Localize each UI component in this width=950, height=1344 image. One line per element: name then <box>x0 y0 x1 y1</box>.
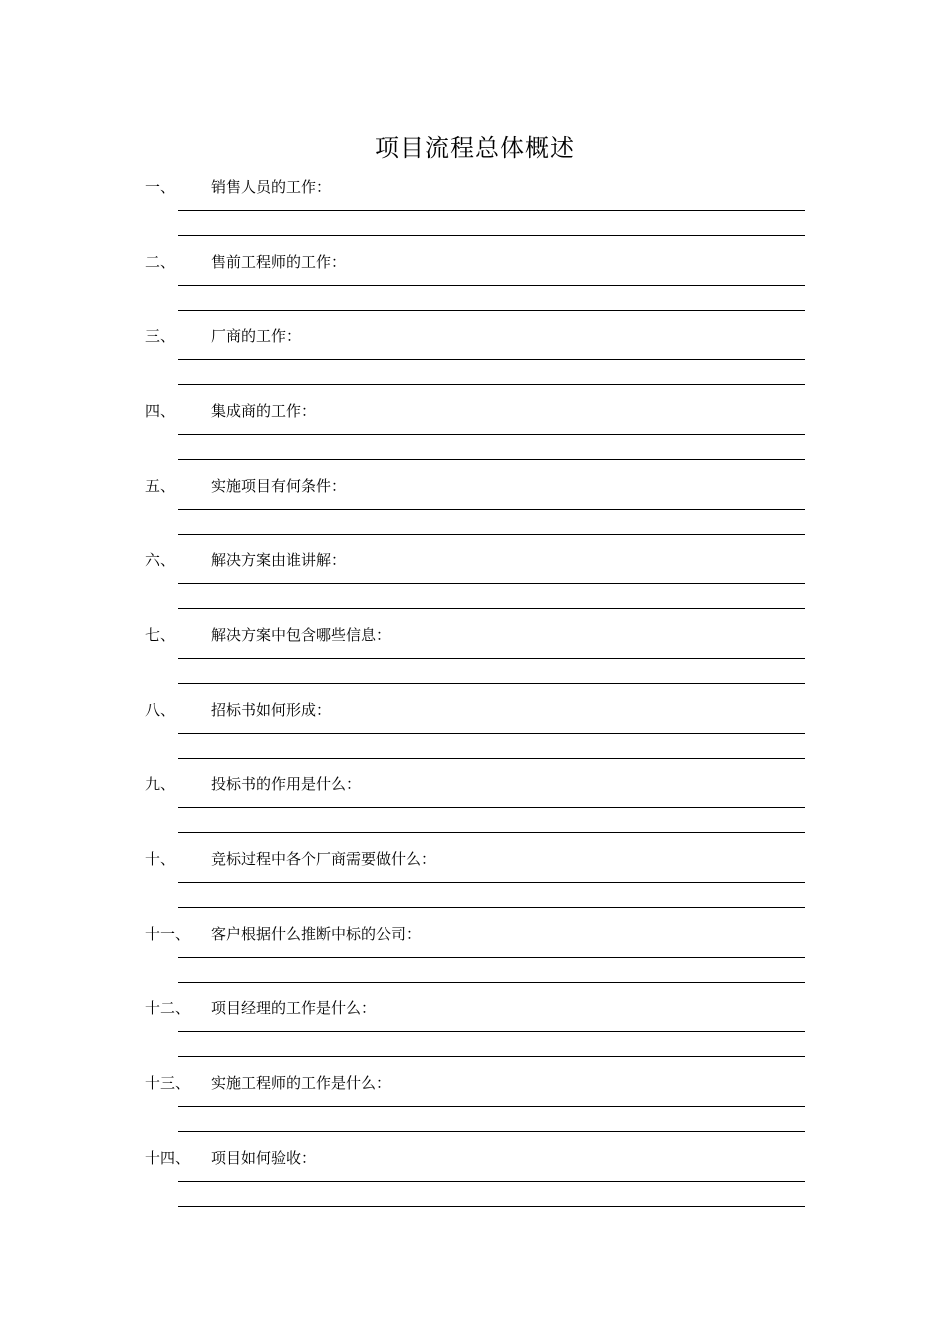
answer-line <box>178 733 805 734</box>
question-text: 厂商的工作： <box>211 327 302 345</box>
answer-line <box>178 982 805 983</box>
answer-line <box>178 758 805 759</box>
question-number: 四、 <box>145 402 176 420</box>
answer-line <box>178 1206 805 1207</box>
question-item <box>0 774 950 849</box>
question-number: 十三、 <box>145 1074 191 1092</box>
question-number: 十四、 <box>145 1149 191 1167</box>
answer-line <box>178 509 805 510</box>
answer-line <box>178 310 805 311</box>
answer-line <box>178 359 805 360</box>
question-item <box>0 550 950 625</box>
answer-line <box>178 1181 805 1182</box>
document-title: 项目流程总体概述 <box>375 134 575 162</box>
answer-line <box>178 683 805 684</box>
question-number: 二、 <box>145 253 176 271</box>
question-text: 项目如何验收： <box>211 1149 317 1167</box>
answer-line <box>178 907 805 908</box>
question-text: 投标书的作用是什么： <box>211 775 362 793</box>
question-text: 解决方案中包含哪些信息： <box>211 626 392 644</box>
question-number: 十、 <box>145 850 176 868</box>
answer-line <box>178 235 805 236</box>
answer-line <box>178 807 805 808</box>
question-item <box>0 326 950 401</box>
question-text: 竞标过程中各个厂商需要做什么： <box>211 850 437 868</box>
answer-line <box>178 1056 805 1057</box>
answer-line <box>178 832 805 833</box>
answer-line <box>178 384 805 385</box>
question-text: 项目经理的工作是什么： <box>211 999 377 1017</box>
question-number: 十二、 <box>145 999 191 1017</box>
answer-line <box>178 210 805 211</box>
question-text: 实施工程师的工作是什么： <box>211 1074 392 1092</box>
question-item <box>0 252 950 327</box>
answer-line <box>178 583 805 584</box>
question-number: 五、 <box>145 477 176 495</box>
question-number: 十一、 <box>145 925 191 943</box>
question-number: 七、 <box>145 626 176 644</box>
answer-line <box>178 608 805 609</box>
question-text: 销售人员的工作： <box>211 178 332 196</box>
question-item <box>0 1148 950 1223</box>
question-text: 客户根据什么推断中标的公司： <box>211 925 422 943</box>
question-item <box>0 401 950 476</box>
question-text: 售前工程师的工作： <box>211 253 347 271</box>
question-text: 招标书如何形成： <box>211 701 332 719</box>
answer-line <box>178 434 805 435</box>
question-number: 一、 <box>145 178 176 196</box>
answer-line <box>178 1106 805 1107</box>
question-item <box>0 476 950 551</box>
question-number: 八、 <box>145 701 176 719</box>
question-number: 六、 <box>145 551 176 569</box>
question-text: 集成商的工作： <box>211 402 317 420</box>
question-text: 解决方案由谁讲解： <box>211 551 347 569</box>
answer-line <box>178 658 805 659</box>
answer-line <box>178 459 805 460</box>
question-number: 三、 <box>145 327 176 345</box>
question-item <box>0 625 950 700</box>
question-number: 九、 <box>145 775 176 793</box>
question-item <box>0 924 950 999</box>
question-item <box>0 177 950 252</box>
answer-line <box>178 1031 805 1032</box>
question-item <box>0 700 950 775</box>
answer-line <box>178 882 805 883</box>
question-text: 实施项目有何条件： <box>211 477 347 495</box>
question-item <box>0 1073 950 1148</box>
answer-line <box>178 1131 805 1132</box>
answer-line <box>178 957 805 958</box>
question-item <box>0 998 950 1073</box>
answer-line <box>178 534 805 535</box>
question-item <box>0 849 950 924</box>
answer-line <box>178 285 805 286</box>
